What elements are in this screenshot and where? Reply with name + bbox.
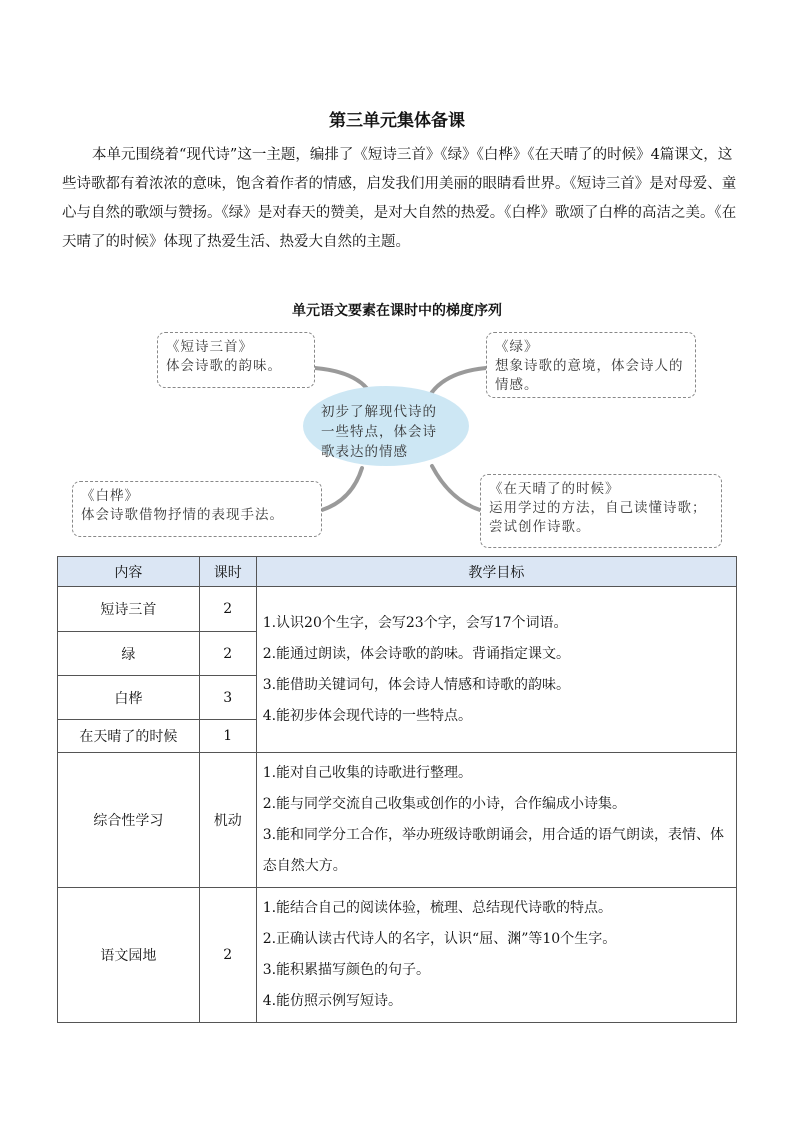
header-goals: 教学目标 — [256, 557, 736, 587]
goal-item: 1.认识20个生字，会写23个字，会写17个词语。 — [262, 614, 568, 631]
header-content: 内容 — [58, 557, 200, 587]
node-text: 体会诗歌借物抒情的表现手法。 — [81, 507, 284, 523]
garden-goals — [256, 888, 736, 1023]
lesson-name: 综合性学习 — [58, 753, 200, 888]
node-text: 体会诗歌的韵味。 — [166, 358, 282, 374]
goal-item: 3.能借助关键词句，体会诗人情感和诗歌的韵味。 — [262, 676, 571, 693]
lesson-name: 在天晴了的时候 — [58, 720, 200, 753]
goal-item: 1.能结合自己的阅读体验，梳理、总结现代诗歌的特点。 — [262, 900, 613, 916]
node-title: 《绿》 — [495, 339, 539, 355]
poems-goals — [256, 587, 736, 753]
node-text: 想象诗歌的意境，体会诗人的情感。 — [495, 358, 684, 393]
table-row — [58, 888, 737, 1023]
goal-item: 3.能积累描写颜色的句子。 — [262, 962, 431, 978]
activity-goals — [256, 753, 736, 888]
table-header-row — [58, 557, 737, 587]
goal-item: 4.能仿照示例写短诗。 — [262, 993, 403, 1009]
lesson-hours: 2 — [199, 888, 256, 1023]
node-text: 运用学过的方法，自己读懂诗歌；尝试创作诗歌。 — [489, 500, 707, 535]
table-row — [58, 753, 737, 888]
mindmap-node-birch — [72, 481, 322, 537]
lesson-hours: 2 — [199, 587, 256, 632]
teaching-plan-table — [57, 556, 737, 1023]
intro-paragraph: 本单元围绕着“现代诗”这一主题，编排了《短诗三首》《绿》《白桦》《在天晴了的时候》4篇课文，这些诗歌都有着浓浓的意味，饱含着作者的情感，启发我们用美丽的眼睛看世界。《短诗三首》是对母爱、童心与自然的歌颂与赞扬。《绿》是对春天的赞美，是对大自然的热爱。《白桦》歌颂了白桦的高洁之美。《在天晴了的时候》体现了热爱生活、热爱大自然的主题。 — [62, 147, 737, 250]
lesson-name: 短诗三首 — [58, 587, 200, 632]
lesson-name: 白桦 — [58, 676, 200, 720]
mindmap-node-green — [486, 332, 696, 398]
goal-item: 4.能初步体会现代诗的一些特点。 — [262, 707, 473, 724]
goal-item: 2.正确认读古代诗人的名字，认识“屈、渊”等10个生字。 — [262, 931, 617, 947]
lesson-hours: 3 — [199, 676, 256, 720]
page-title: 第三单元集体备课 — [329, 111, 465, 131]
node-title: 《在天晴了的时候》 — [489, 481, 620, 497]
lesson-hours: 1 — [199, 720, 256, 753]
node-title: 《短诗三首》 — [166, 339, 253, 355]
goal-item: 2.能通过朗读，体会诗歌的韵味。背诵指定课文。 — [262, 645, 571, 662]
lesson-hours: 机动 — [199, 753, 256, 888]
goal-item: 3.能和同学分工合作，举办班级诗歌朗诵会，用合适的语气朗读，表情、体态自然大方。 — [262, 827, 725, 874]
lesson-name: 绿 — [58, 632, 200, 676]
header-hours: 课时 — [199, 557, 256, 587]
table-row — [58, 587, 737, 632]
lesson-hours: 2 — [199, 632, 256, 676]
mindmap-center: 初步了解现代诗的一些特点，体会诗歌表达的情感 — [303, 386, 469, 466]
goal-item: 1.能对自己收集的诗歌进行整理。 — [262, 765, 473, 781]
mindmap-title: 单元语文要素在课时中的梯度序列 — [292, 303, 502, 319]
mindmap-node-short-poems — [157, 332, 315, 388]
mindmap-node-sunny-day — [480, 474, 722, 548]
lesson-name: 语文园地 — [58, 888, 200, 1023]
node-title: 《白桦》 — [81, 488, 139, 504]
goal-item: 2.能与同学交流自己收集或创作的小诗，合作编成小诗集。 — [262, 796, 627, 812]
